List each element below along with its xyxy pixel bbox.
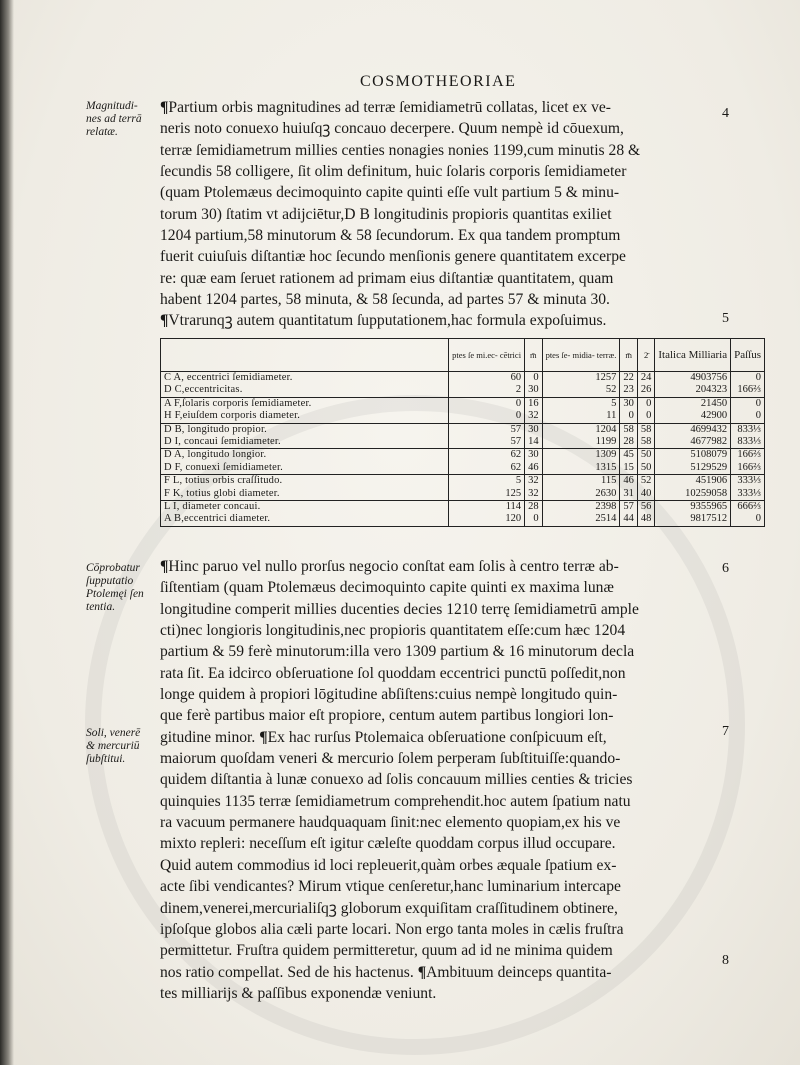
text-line: quinquies 1135 terræ ſemidiametrum comprehendit.hoc autem ſpatium natu	[160, 792, 631, 810]
table-row	[161, 410, 765, 423]
text-line: re: quæ eam ſeruet rationem ad primam eius diſtantiæ quantitatem, quam	[160, 269, 614, 287]
table-cell: 4903756	[655, 372, 731, 385]
table-cell: 204323	[655, 384, 731, 397]
table-cell: 60	[449, 372, 525, 385]
table-cell: 62	[449, 449, 525, 462]
table-row	[161, 501, 765, 514]
text-line: (quam Ptolemæus decimoquinto capite quinti eſſe vult partium 5 & minu-	[160, 184, 620, 202]
margin-note-line: ſupputatio	[86, 575, 134, 587]
table-cell: 58	[637, 423, 655, 436]
table-cell: 833⅓	[731, 423, 765, 436]
text-line: neris noto conuexo huiuſqꝫ concauo decerpere. Quum nempè id cōuexum,	[160, 120, 624, 138]
table-row	[161, 397, 765, 410]
margin-note-line: relatæ.	[86, 126, 118, 138]
text-line: Vtrarunqꝫ autem quantitatum ſupputationem,hac formula expoſuimus.	[168, 312, 607, 330]
table-cell: 57	[449, 423, 525, 436]
table-cell: 30	[525, 449, 543, 462]
table-cell: 14	[525, 436, 543, 449]
table-row-label: F L, totius orbis craſſitudo.	[161, 475, 449, 488]
margin-note-line: nes ad terrā	[86, 113, 142, 125]
table-cell: 40	[637, 488, 655, 501]
table-cell: 46	[525, 462, 543, 475]
table-cell: 28	[620, 436, 638, 449]
table-row-label: L I, diameter concaui.	[161, 501, 449, 514]
table-cell: 48	[637, 513, 655, 526]
table-cell: 0	[637, 410, 655, 423]
margin-note-magnitudines	[86, 100, 156, 139]
table-cell: 21450	[655, 397, 731, 410]
running-head: COSMOTHEORIAE	[360, 73, 517, 90]
table-cell: 46	[620, 475, 638, 488]
table-cell: 52	[542, 384, 620, 397]
text-line: nos ratio compellat. Sed de his hactenus.	[160, 963, 414, 981]
table-cell: 9355965	[655, 501, 731, 514]
table-cell: 833⅓	[731, 436, 765, 449]
text-line: Ex hac rurſus Ptolemaica obſeruatione conſpicuum eſt,	[267, 728, 607, 746]
table-cell: 1257	[542, 372, 620, 385]
table-cell: 120	[449, 513, 525, 526]
section-number-5: 5	[722, 311, 729, 326]
margin-note-line: Soli, venerē	[86, 727, 141, 739]
text-line: cti)nec longioris longitudinis,nec propioris quantitatem eſſe:cum hæc 1204	[160, 622, 626, 640]
table-header: Italica Milliaria	[655, 339, 731, 372]
table-row-label: D C,eccentricitas.	[161, 384, 449, 397]
page-gutter-shadow	[0, 0, 14, 1065]
table-cell: 10259058	[655, 488, 731, 501]
table-cell: 22	[620, 372, 638, 385]
margin-note-line: Ptolemęi ſen	[86, 588, 144, 600]
text-line: torum 30) ſtatim vt adijciētur,D B longitudinis propioris quantitas exiliet	[160, 205, 612, 223]
table-cell: 1309	[542, 449, 620, 462]
table-row	[161, 436, 765, 449]
text-line: maiorum quoſdam veneri & mercurio ſolem perperam ſubſtituiſſe:quando-	[160, 750, 621, 768]
text-line: ra vacuum permanere haudquaquam ſinit:nec elemento quopiam,ex his ve	[160, 814, 621, 832]
table-row-label: F K, totius globi diameter.	[161, 488, 449, 501]
text-line: ipſoſque globos alia cæli parte locari. Non ergo tanta moles in cælis fruſtra	[160, 920, 624, 938]
margin-note-comprobatur	[86, 562, 156, 614]
margin-note-line: Cōprobatur	[86, 562, 140, 574]
paragraph-mark-icon: ¶	[160, 99, 169, 116]
table-cell: 1204	[542, 423, 620, 436]
table-header: m̄	[525, 339, 543, 372]
margin-note-line: tentia.	[86, 601, 116, 613]
table-row-label: A F,ſolaris corporis ſemidiameter.	[161, 397, 449, 410]
text-line: Partium orbis magnitudines ad terræ ſemidiametrū collatas, licet ex ve-	[168, 99, 611, 116]
table-header: 2̄	[637, 339, 655, 372]
table-cell: 50	[637, 449, 655, 462]
table-cell: 114	[449, 501, 525, 514]
table-cell: 5108079	[655, 449, 731, 462]
table-cell: 31	[620, 488, 638, 501]
table-cell: 5	[449, 475, 525, 488]
table-row-label: A B,eccentrici diameter.	[161, 513, 449, 526]
table-row	[161, 372, 765, 385]
table-cell: 0	[731, 372, 765, 385]
table-cell: 333⅓	[731, 475, 765, 488]
table-cell: 0	[637, 397, 655, 410]
table-cell: 0	[731, 397, 765, 410]
table-cell: 0	[449, 410, 525, 423]
paragraph-mark-icon: ¶	[160, 312, 169, 330]
text-line: gitudine minor.	[160, 728, 256, 746]
table-cell: 1199	[542, 436, 620, 449]
table-cell: 5129529	[655, 462, 731, 475]
text-line: terræ ſemidiametrum millies centies nonagies nonies 1199,cum minutis 28 &	[160, 141, 641, 159]
text-line: Ambituum deinceps quantita-	[426, 963, 612, 981]
table-row	[161, 384, 765, 397]
table-cell: 11	[542, 410, 620, 423]
text-line: dinem,venerei,mercurialiſqꝫ globorum exquiſitam craſſitudinem obtinere,	[160, 899, 618, 917]
table-cell: 2	[449, 384, 525, 397]
table-row	[161, 513, 765, 526]
table-cell: 166⅔	[731, 384, 765, 397]
text-line: 1204 partium,58 minutorum & 58 ſecundorum. Ex qua tandem promptum	[160, 227, 621, 245]
margin-note-line: ſubſtitui.	[86, 753, 126, 765]
table-row-label: D B, longitudo propior.	[161, 423, 449, 436]
paragraph-hinc	[160, 556, 715, 1004]
table-row	[161, 423, 765, 436]
text-line: acte ſibi vendicantes? Mirum vtique cenſeretur,hanc luminarium intercape	[160, 878, 621, 896]
table-row	[161, 449, 765, 462]
table-cell: 666⅔	[731, 501, 765, 514]
table-cell: 24	[637, 372, 655, 385]
table-row	[161, 475, 765, 488]
table-row-label: D A, longitudo longior.	[161, 449, 449, 462]
table-cell: 166⅔	[731, 449, 765, 462]
table-cell: 0	[525, 513, 543, 526]
table-cell: 42900	[655, 410, 731, 423]
table-cell: 58	[620, 423, 638, 436]
margin-note-soli	[86, 727, 156, 766]
paragraph-mark-icon: ¶	[259, 728, 268, 746]
table-cell: 62	[449, 462, 525, 475]
text-line: ſecundis 58 colligere, ſit olim definitum, huic ſolaris corporis ſemidiameter	[160, 163, 627, 181]
table-cell: 333⅓	[731, 488, 765, 501]
table-cell: 4677982	[655, 436, 731, 449]
text-line: Quid autem commodius id loci repleuerit,quàm orbes æquale ſpatium ex-	[160, 856, 617, 874]
text-line: mixto repleri: neceſſum eſt igitur cæleſte quoddam corpus illud occupare.	[160, 835, 616, 853]
margin-note-line: Magnitudi-	[86, 100, 138, 112]
table-row-label: C A, eccentrici ſemidiameter.	[161, 372, 449, 385]
table-cell: 30	[525, 384, 543, 397]
table-row	[161, 462, 765, 475]
text-line: fuerit cuiuſuis diſtantiæ hoc ſecundo menſionis genere quantitatem excerpe	[160, 248, 626, 266]
paragraph-mark-icon: ¶	[160, 558, 169, 575]
text-line: que ferè partibus maior eſt propiore, centum autem partibus longiori lon-	[160, 707, 614, 725]
table-cell: 166⅔	[731, 462, 765, 475]
table-cell: 50	[637, 462, 655, 475]
table-header: Paſſus	[731, 339, 765, 372]
text-line: longe quidem à propiori lōgitudine abſiſtens:cuius nempè longitudo quin-	[160, 686, 618, 704]
table-cell: 32	[525, 475, 543, 488]
table-cell: 2398	[542, 501, 620, 514]
paragraph-mark-icon: ¶	[417, 963, 427, 981]
table-header-blank	[161, 339, 449, 372]
section-number-8: 8	[722, 953, 729, 968]
table-cell: 28	[525, 501, 543, 514]
table-row-label: D I, concaui ſemidiameter.	[161, 436, 449, 449]
table-cell: 0	[731, 513, 765, 526]
table-cell: 32	[525, 410, 543, 423]
table-cell: 5	[542, 397, 620, 410]
paragraph-magnitudines	[160, 97, 715, 332]
table-cell: 57	[620, 501, 638, 514]
table-header: ptes ſe- midia- terræ.	[542, 339, 620, 372]
table-cell: 30	[525, 423, 543, 436]
table-row-label: D F, conuexi ſemidiameter.	[161, 462, 449, 475]
table-header-row	[161, 339, 765, 372]
table-header: m̄	[620, 339, 638, 372]
table-cell: 125	[449, 488, 525, 501]
table-cell: 23	[620, 384, 638, 397]
text-line: quidem diſtantia à lunæ conuexo ad ſolis concauum millies centies & tricies	[160, 771, 633, 789]
table-cell: 2514	[542, 513, 620, 526]
table-cell: 52	[637, 475, 655, 488]
table-cell: 45	[620, 449, 638, 462]
table-cell: 0	[525, 372, 543, 385]
table-cell: 15	[620, 462, 638, 475]
text-line: rata ſit. Ea idcirco obſeruatione ſol quoddam eccentrici punctū poſſedit,non	[160, 664, 626, 682]
table-cell: 0	[449, 397, 525, 410]
table-cell: 58	[637, 436, 655, 449]
table-cell: 30	[620, 397, 638, 410]
margin-note-line: & mercuriū	[86, 740, 140, 752]
section-number-6: 6	[722, 561, 729, 576]
table-cell: 4699432	[655, 423, 731, 436]
table-cell: 115	[542, 475, 620, 488]
text-line: partium & 59 ferè minutorum:illa vero 1309 partium & 16 minutorum decla	[160, 643, 635, 661]
table-cell: 44	[620, 513, 638, 526]
table-cell: 9817512	[655, 513, 731, 526]
text-line: Hinc paruo vel nullo prorſus negocio conſtat eam ſolis à centro terræ ab-	[168, 558, 619, 575]
text-line: habent 1204 partes, 58 minuta, & 58 ſecunda, ad partes 57 & minuta 30.	[160, 291, 610, 309]
table-header: ptes ſe mi.ec- cētrici	[449, 339, 525, 372]
table-cell: 1315	[542, 462, 620, 475]
table-row	[161, 488, 765, 501]
table-cell: 16	[525, 397, 543, 410]
text-line: ſiſtentiam (quam Ptolemæus decimoquinto capite quinti ex maxima lunæ	[160, 579, 614, 597]
table-cell: 2630	[542, 488, 620, 501]
section-number-4: 4	[722, 106, 729, 121]
quantities-table	[160, 338, 765, 527]
table-cell: 32	[525, 488, 543, 501]
table-cell: 56	[637, 501, 655, 514]
table-row-label: H F,eiuſdem corporis diameter.	[161, 410, 449, 423]
table-cell: 26	[637, 384, 655, 397]
text-line: longitudine comperit millies ducenties decies 1210 terrę ſemidiametrū ample	[160, 600, 639, 618]
table-cell: 57	[449, 436, 525, 449]
table-cell: 0	[620, 410, 638, 423]
text-line: permittetur. Fruſtra quidem permitteretur, quum ad id ne minima quidem	[160, 942, 613, 960]
table-cell: 451906	[655, 475, 731, 488]
table-cell: 0	[731, 410, 765, 423]
section-number-7: 7	[722, 724, 729, 739]
text-line: tes milliarijs & paſſibus exponendæ veniunt.	[160, 984, 437, 1002]
